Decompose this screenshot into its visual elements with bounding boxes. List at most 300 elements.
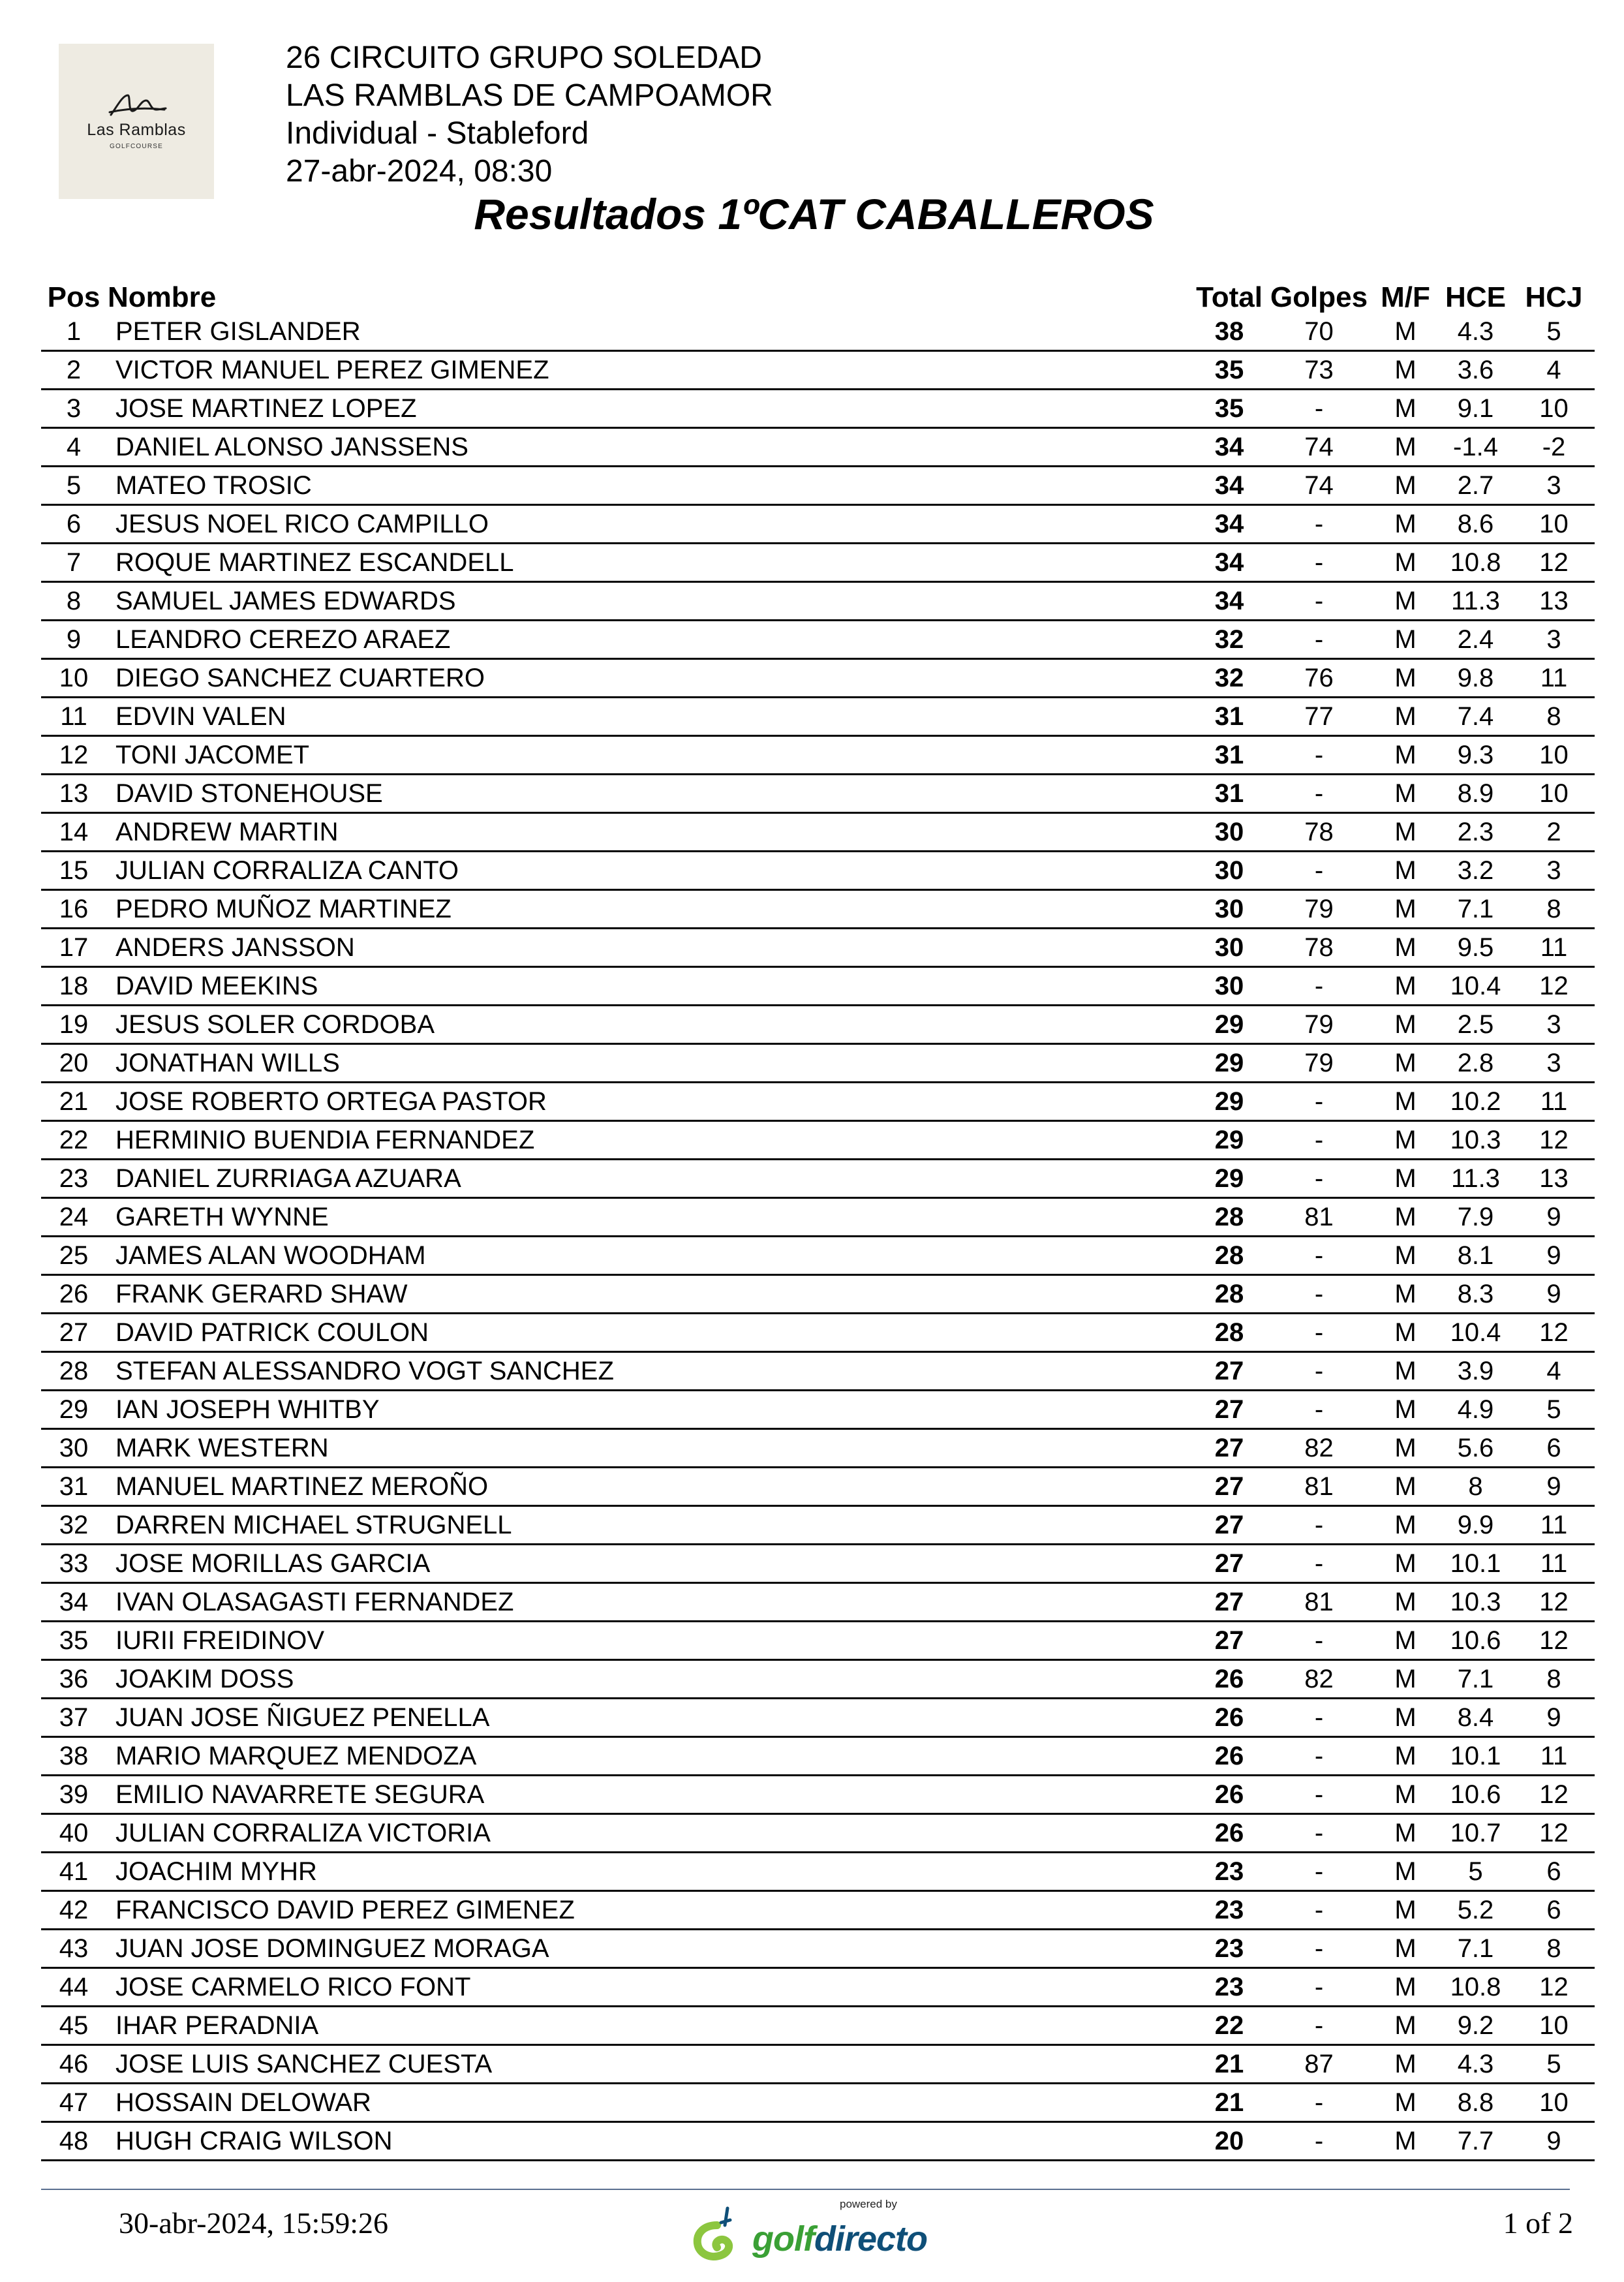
cell-total: 23 bbox=[1193, 1853, 1265, 1891]
cell-pos: 20 bbox=[41, 1044, 106, 1083]
cell-pos: 46 bbox=[41, 2045, 106, 2084]
cell-total: 27 bbox=[1193, 1468, 1265, 1506]
cell-hcj: 9 bbox=[1513, 1468, 1595, 1506]
cell-name: LEANDRO CEREZO ARAEZ bbox=[106, 621, 1193, 659]
cell-hce: -1.4 bbox=[1438, 428, 1513, 467]
page-title-text: Resultados 1ºCAT CABALLEROS bbox=[474, 190, 1154, 238]
cell-mf: M bbox=[1373, 621, 1438, 659]
cell-total: 22 bbox=[1193, 2007, 1265, 2045]
golfdirecto-wordmark bbox=[752, 2219, 927, 2259]
cell-pos: 11 bbox=[41, 698, 106, 736]
cell-mf: M bbox=[1373, 2007, 1438, 2045]
cell-total: 32 bbox=[1193, 621, 1265, 659]
cell-pos: 48 bbox=[41, 2122, 106, 2161]
cell-hcj: 10 bbox=[1513, 775, 1595, 813]
cell-hce: 7.9 bbox=[1438, 1198, 1513, 1237]
cell-total: 35 bbox=[1193, 390, 1265, 428]
cell-pos: 30 bbox=[41, 1429, 106, 1468]
cell-golpes: - bbox=[1265, 1622, 1373, 1660]
cell-pos: 47 bbox=[41, 2084, 106, 2122]
cell-mf: M bbox=[1373, 1776, 1438, 1814]
cell-hcj: 5 bbox=[1513, 1391, 1595, 1429]
cell-hcj: 11 bbox=[1513, 1545, 1595, 1583]
table-row bbox=[41, 1083, 1595, 1121]
cell-name: VICTOR MANUEL PEREZ GIMENEZ bbox=[106, 351, 1193, 390]
table-row bbox=[41, 659, 1595, 698]
cell-mf: M bbox=[1373, 813, 1438, 852]
cell-mf: M bbox=[1373, 428, 1438, 467]
cell-golpes: - bbox=[1265, 852, 1373, 890]
cell-golpes: 76 bbox=[1265, 659, 1373, 698]
cell-mf: M bbox=[1373, 1737, 1438, 1776]
cell-pos: 4 bbox=[41, 428, 106, 467]
cell-name: MARIO MARQUEZ MENDOZA bbox=[106, 1737, 1193, 1776]
cell-name: JOSE ROBERTO ORTEGA PASTOR bbox=[106, 1083, 1193, 1121]
table-row bbox=[41, 467, 1595, 505]
cell-name: JESUS NOEL RICO CAMPILLO bbox=[106, 505, 1193, 544]
cell-golpes: - bbox=[1265, 390, 1373, 428]
cell-pos: 12 bbox=[41, 736, 106, 775]
cell-mf: M bbox=[1373, 1468, 1438, 1506]
cell-hcj: 6 bbox=[1513, 1429, 1595, 1468]
cell-pos: 37 bbox=[41, 1699, 106, 1737]
table-row bbox=[41, 351, 1595, 390]
cell-hce: 9.3 bbox=[1438, 736, 1513, 775]
cell-hce: 10.4 bbox=[1438, 967, 1513, 1006]
cell-pos: 36 bbox=[41, 1660, 106, 1699]
cell-mf: M bbox=[1373, 1545, 1438, 1583]
cell-hce: 8.9 bbox=[1438, 775, 1513, 813]
cell-hcj: 11 bbox=[1513, 1506, 1595, 1545]
cell-pos: 34 bbox=[41, 1583, 106, 1622]
cell-name: JOSE CARMELO RICO FONT bbox=[106, 1968, 1193, 2007]
cell-total: 27 bbox=[1193, 1429, 1265, 1468]
cell-hcj: 8 bbox=[1513, 698, 1595, 736]
cell-hcj: 2 bbox=[1513, 813, 1595, 852]
cell-pos: 15 bbox=[41, 852, 106, 890]
cell-pos: 21 bbox=[41, 1083, 106, 1121]
cell-golpes: - bbox=[1265, 2122, 1373, 2161]
cell-total: 34 bbox=[1193, 582, 1265, 621]
cell-hcj: 5 bbox=[1513, 313, 1595, 351]
cell-hce: 10.1 bbox=[1438, 1545, 1513, 1583]
golfdirecto-wordmark-golf: golf bbox=[752, 2219, 814, 2259]
cell-golpes: 79 bbox=[1265, 1006, 1373, 1044]
cell-total: 27 bbox=[1193, 1583, 1265, 1622]
header-total: Total bbox=[1196, 281, 1263, 313]
cell-mf: M bbox=[1373, 1429, 1438, 1468]
cell-mf: M bbox=[1373, 659, 1438, 698]
cell-golpes: 79 bbox=[1265, 890, 1373, 929]
header-pos: Pos bbox=[47, 281, 100, 313]
cell-pos: 43 bbox=[41, 1930, 106, 1968]
cell-name: ROQUE MARTINEZ ESCANDELL bbox=[106, 544, 1193, 582]
cell-pos: 22 bbox=[41, 1121, 106, 1160]
results-body bbox=[41, 313, 1595, 2161]
cell-hce: 4.3 bbox=[1438, 2045, 1513, 2084]
cell-hcj: 12 bbox=[1513, 544, 1595, 582]
cell-name: DAVID MEEKINS bbox=[106, 967, 1193, 1006]
cell-total: 38 bbox=[1193, 313, 1265, 351]
cell-total: 26 bbox=[1193, 1737, 1265, 1776]
cell-mf: M bbox=[1373, 505, 1438, 544]
table-row bbox=[41, 428, 1595, 467]
table-row bbox=[41, 1391, 1595, 1429]
cell-name: JOSE MARTINEZ LOPEZ bbox=[106, 390, 1193, 428]
cell-hce: 2.5 bbox=[1438, 1006, 1513, 1044]
table-row bbox=[41, 544, 1595, 582]
cell-pos: 29 bbox=[41, 1391, 106, 1429]
cell-total: 29 bbox=[1193, 1006, 1265, 1044]
cell-hcj: 6 bbox=[1513, 1891, 1595, 1930]
cell-total: 26 bbox=[1193, 1660, 1265, 1699]
cell-total: 28 bbox=[1193, 1198, 1265, 1237]
cell-name: TONI JACOMET bbox=[106, 736, 1193, 775]
cell-golpes: 82 bbox=[1265, 1660, 1373, 1699]
cell-hce: 7.1 bbox=[1438, 890, 1513, 929]
cell-hce: 2.3 bbox=[1438, 813, 1513, 852]
cell-hce: 9.9 bbox=[1438, 1506, 1513, 1545]
cell-pos: 10 bbox=[41, 659, 106, 698]
cell-name: JUAN JOSE DOMINGUEZ MORAGA bbox=[106, 1930, 1193, 1968]
cell-hce: 10.1 bbox=[1438, 1737, 1513, 1776]
cell-pos: 33 bbox=[41, 1545, 106, 1583]
cell-hcj: 11 bbox=[1513, 1083, 1595, 1121]
cell-hcj: 11 bbox=[1513, 659, 1595, 698]
cell-hcj: 12 bbox=[1513, 1121, 1595, 1160]
cell-hcj: 5 bbox=[1513, 2045, 1595, 2084]
cell-hcj: 10 bbox=[1513, 390, 1595, 428]
cell-total: 31 bbox=[1193, 736, 1265, 775]
cell-hce: 8 bbox=[1438, 1468, 1513, 1506]
cell-name: FRANCISCO DAVID PEREZ GIMENEZ bbox=[106, 1891, 1193, 1930]
cell-hce: 10.6 bbox=[1438, 1776, 1513, 1814]
cell-pos: 6 bbox=[41, 505, 106, 544]
cell-pos: 44 bbox=[41, 1968, 106, 2007]
cell-hce: 9.5 bbox=[1438, 929, 1513, 967]
cell-hcj: 3 bbox=[1513, 852, 1595, 890]
table-row bbox=[41, 1314, 1595, 1352]
table-row bbox=[41, 736, 1595, 775]
powered-by-label: powered by bbox=[840, 2198, 897, 2210]
cell-pos: 9 bbox=[41, 621, 106, 659]
cell-total: 34 bbox=[1193, 428, 1265, 467]
cell-total: 31 bbox=[1193, 698, 1265, 736]
cell-mf: M bbox=[1373, 1198, 1438, 1237]
cell-total: 30 bbox=[1193, 967, 1265, 1006]
cell-name: HERMINIO BUENDIA FERNANDEZ bbox=[106, 1121, 1193, 1160]
header-hce: HCE bbox=[1445, 281, 1506, 313]
cell-mf: M bbox=[1373, 1044, 1438, 1083]
ramblas-wave-icon bbox=[108, 93, 167, 116]
cell-mf: M bbox=[1373, 390, 1438, 428]
cell-pos: 8 bbox=[41, 582, 106, 621]
page-number: 1 of 2 bbox=[1503, 2206, 1573, 2240]
cell-mf: M bbox=[1373, 1237, 1438, 1275]
table-row bbox=[41, 390, 1595, 428]
cell-mf: M bbox=[1373, 775, 1438, 813]
cell-mf: M bbox=[1373, 1853, 1438, 1891]
cell-name: ANDREW MARTIN bbox=[106, 813, 1193, 852]
table-row bbox=[41, 1737, 1595, 1776]
cell-hce: 9.2 bbox=[1438, 2007, 1513, 2045]
cell-name: JULIAN CORRALIZA CANTO bbox=[106, 852, 1193, 890]
cell-golpes: 77 bbox=[1265, 698, 1373, 736]
cell-hcj: 8 bbox=[1513, 1930, 1595, 1968]
cell-total: 27 bbox=[1193, 1352, 1265, 1391]
cell-total: 21 bbox=[1193, 2084, 1265, 2122]
cell-hce: 7.1 bbox=[1438, 1930, 1513, 1968]
cell-name: JESUS SOLER CORDOBA bbox=[106, 1006, 1193, 1044]
cell-golpes: - bbox=[1265, 544, 1373, 582]
page-title bbox=[0, 189, 1624, 239]
cell-pos: 3 bbox=[41, 390, 106, 428]
table-row bbox=[41, 2084, 1595, 2122]
event-datetime: 27-abr-2024, 08:30 bbox=[286, 154, 553, 189]
table-row bbox=[41, 1468, 1595, 1506]
cell-mf: M bbox=[1373, 1891, 1438, 1930]
cell-hce: 8.8 bbox=[1438, 2084, 1513, 2122]
cell-pos: 35 bbox=[41, 1622, 106, 1660]
cell-hcj: 9 bbox=[1513, 1198, 1595, 1237]
cell-hce: 10.8 bbox=[1438, 544, 1513, 582]
cell-total: 26 bbox=[1193, 1776, 1265, 1814]
table-row bbox=[41, 582, 1595, 621]
table-row bbox=[41, 775, 1595, 813]
cell-hce: 7.4 bbox=[1438, 698, 1513, 736]
cell-golpes: 82 bbox=[1265, 1429, 1373, 1468]
cell-name: DAVID PATRICK COULON bbox=[106, 1314, 1193, 1352]
cell-name: JOSE MORILLAS GARCIA bbox=[106, 1545, 1193, 1583]
cell-total: 26 bbox=[1193, 1699, 1265, 1737]
cell-golpes: - bbox=[1265, 1160, 1373, 1198]
cell-hce: 10.4 bbox=[1438, 1314, 1513, 1352]
cell-hcj: 9 bbox=[1513, 1237, 1595, 1275]
cell-name: IURII FREIDINOV bbox=[106, 1622, 1193, 1660]
table-row bbox=[41, 1275, 1595, 1314]
cell-hcj: 9 bbox=[1513, 2122, 1595, 2161]
cell-mf: M bbox=[1373, 929, 1438, 967]
cell-mf: M bbox=[1373, 582, 1438, 621]
cell-total: 34 bbox=[1193, 505, 1265, 544]
cell-pos: 2 bbox=[41, 351, 106, 390]
cell-mf: M bbox=[1373, 1660, 1438, 1699]
cell-golpes: - bbox=[1265, 505, 1373, 544]
cell-hcj: 10 bbox=[1513, 736, 1595, 775]
cell-hce: 10.8 bbox=[1438, 1968, 1513, 2007]
cell-hce: 3.2 bbox=[1438, 852, 1513, 890]
cell-mf: M bbox=[1373, 1006, 1438, 1044]
table-row bbox=[41, 1198, 1595, 1237]
cell-hce: 3.9 bbox=[1438, 1352, 1513, 1391]
cell-hce: 8.4 bbox=[1438, 1699, 1513, 1737]
cell-mf: M bbox=[1373, 1968, 1438, 2007]
cell-total: 26 bbox=[1193, 1814, 1265, 1853]
cell-golpes: 79 bbox=[1265, 1044, 1373, 1083]
cell-hcj: 3 bbox=[1513, 621, 1595, 659]
table-row bbox=[41, 1930, 1595, 1968]
cell-name: EMILIO NAVARRETE SEGURA bbox=[106, 1776, 1193, 1814]
table-row bbox=[41, 1545, 1595, 1583]
cell-pos: 41 bbox=[41, 1853, 106, 1891]
cell-total: 27 bbox=[1193, 1545, 1265, 1583]
cell-hcj: 10 bbox=[1513, 2007, 1595, 2045]
cell-golpes: - bbox=[1265, 1314, 1373, 1352]
cell-hcj: 13 bbox=[1513, 582, 1595, 621]
cell-golpes: - bbox=[1265, 1814, 1373, 1853]
golfdirecto-wordmark-directo: directo bbox=[814, 2219, 928, 2259]
cell-mf: M bbox=[1373, 736, 1438, 775]
table-row bbox=[41, 1583, 1595, 1622]
cell-golpes: - bbox=[1265, 1853, 1373, 1891]
cell-golpes: - bbox=[1265, 1776, 1373, 1814]
table-row bbox=[41, 313, 1595, 351]
cell-hcj: 13 bbox=[1513, 1160, 1595, 1198]
cell-pos: 42 bbox=[41, 1891, 106, 1930]
event-info bbox=[286, 39, 773, 191]
cell-mf: M bbox=[1373, 1275, 1438, 1314]
cell-pos: 25 bbox=[41, 1237, 106, 1275]
cell-pos: 7 bbox=[41, 544, 106, 582]
cell-mf: M bbox=[1373, 1121, 1438, 1160]
cell-total: 30 bbox=[1193, 813, 1265, 852]
table-row bbox=[41, 1006, 1595, 1044]
table-row bbox=[41, 1506, 1595, 1545]
cell-name: MARK WESTERN bbox=[106, 1429, 1193, 1468]
club-logo-subtitle: GOLFCOURSE bbox=[109, 143, 163, 150]
table-row bbox=[41, 2007, 1595, 2045]
cell-mf: M bbox=[1373, 1391, 1438, 1429]
cell-pos: 38 bbox=[41, 1737, 106, 1776]
cell-hce: 10.6 bbox=[1438, 1622, 1513, 1660]
cell-golpes: - bbox=[1265, 2007, 1373, 2045]
cell-golpes: - bbox=[1265, 621, 1373, 659]
table-row bbox=[41, 929, 1595, 967]
club-logo-name: Las Ramblas bbox=[87, 121, 186, 139]
cell-name: JOAKIM DOSS bbox=[106, 1660, 1193, 1699]
cell-hcj: -2 bbox=[1513, 428, 1595, 467]
cell-hce: 9.1 bbox=[1438, 390, 1513, 428]
cell-hcj: 12 bbox=[1513, 1314, 1595, 1352]
table-row bbox=[41, 1699, 1595, 1737]
cell-name: MATEO TROSIC bbox=[106, 467, 1193, 505]
cell-pos: 1 bbox=[41, 313, 106, 351]
cell-pos: 17 bbox=[41, 929, 106, 967]
golfdirecto-logo bbox=[688, 2193, 928, 2264]
cell-hcj: 3 bbox=[1513, 1006, 1595, 1044]
cell-name: SAMUEL JAMES EDWARDS bbox=[106, 582, 1193, 621]
table-row bbox=[41, 1121, 1595, 1160]
cell-mf: M bbox=[1373, 467, 1438, 505]
cell-pos: 24 bbox=[41, 1198, 106, 1237]
cell-pos: 18 bbox=[41, 967, 106, 1006]
cell-hcj: 11 bbox=[1513, 1737, 1595, 1776]
cell-hce: 11.3 bbox=[1438, 1160, 1513, 1198]
footer-divider bbox=[41, 2189, 1570, 2190]
cell-hcj: 3 bbox=[1513, 1044, 1595, 1083]
cell-pos: 40 bbox=[41, 1814, 106, 1853]
cell-hcj: 10 bbox=[1513, 505, 1595, 544]
cell-mf: M bbox=[1373, 1814, 1438, 1853]
cell-hce: 7.7 bbox=[1438, 2122, 1513, 2161]
cell-hcj: 12 bbox=[1513, 1968, 1595, 2007]
cell-golpes: - bbox=[1265, 1930, 1373, 1968]
table-row bbox=[41, 813, 1595, 852]
cell-hce: 10.3 bbox=[1438, 1583, 1513, 1622]
cell-name: GARETH WYNNE bbox=[106, 1198, 1193, 1237]
cell-hcj: 9 bbox=[1513, 1275, 1595, 1314]
cell-name: MANUEL MARTINEZ MEROÑO bbox=[106, 1468, 1193, 1506]
table-row bbox=[41, 1237, 1595, 1275]
cell-hce: 2.4 bbox=[1438, 621, 1513, 659]
table-row bbox=[41, 1160, 1595, 1198]
cell-pos: 13 bbox=[41, 775, 106, 813]
cell-hcj: 6 bbox=[1513, 1853, 1595, 1891]
cell-hcj: 3 bbox=[1513, 467, 1595, 505]
results-table bbox=[41, 273, 1595, 2161]
cell-mf: M bbox=[1373, 1622, 1438, 1660]
cell-hcj: 8 bbox=[1513, 890, 1595, 929]
table-row bbox=[41, 890, 1595, 929]
cell-total: 29 bbox=[1193, 1044, 1265, 1083]
table-row bbox=[41, 1044, 1595, 1083]
cell-mf: M bbox=[1373, 544, 1438, 582]
cell-mf: M bbox=[1373, 1160, 1438, 1198]
cell-mf: M bbox=[1373, 351, 1438, 390]
cell-total: 29 bbox=[1193, 1083, 1265, 1121]
cell-pos: 19 bbox=[41, 1006, 106, 1044]
cell-pos: 26 bbox=[41, 1275, 106, 1314]
cell-hce: 8.6 bbox=[1438, 505, 1513, 544]
cell-name: IAN JOSEPH WHITBY bbox=[106, 1391, 1193, 1429]
cell-golpes: 78 bbox=[1265, 929, 1373, 967]
cell-mf: M bbox=[1373, 1352, 1438, 1391]
header-mf: M/F bbox=[1381, 281, 1430, 313]
cell-pos: 16 bbox=[41, 890, 106, 929]
cell-golpes: - bbox=[1265, 967, 1373, 1006]
cell-mf: M bbox=[1373, 2084, 1438, 2122]
cell-golpes: - bbox=[1265, 2084, 1373, 2122]
cell-golpes: 74 bbox=[1265, 428, 1373, 467]
cell-hce: 3.6 bbox=[1438, 351, 1513, 390]
cell-name: IHAR PERADNIA bbox=[106, 2007, 1193, 2045]
cell-total: 23 bbox=[1193, 1891, 1265, 1930]
cell-pos: 5 bbox=[41, 467, 106, 505]
cell-pos: 45 bbox=[41, 2007, 106, 2045]
cell-mf: M bbox=[1373, 2045, 1438, 2084]
cell-hcj: 12 bbox=[1513, 1583, 1595, 1622]
table-row bbox=[41, 505, 1595, 544]
cell-total: 34 bbox=[1193, 467, 1265, 505]
cell-mf: M bbox=[1373, 1583, 1438, 1622]
cell-golpes: - bbox=[1265, 736, 1373, 775]
cell-name: DIEGO SANCHEZ CUARTERO bbox=[106, 659, 1193, 698]
cell-name: HUGH CRAIG WILSON bbox=[106, 2122, 1193, 2161]
cell-mf: M bbox=[1373, 852, 1438, 890]
cell-golpes: - bbox=[1265, 1121, 1373, 1160]
cell-golpes: - bbox=[1265, 1699, 1373, 1737]
table-row bbox=[41, 1853, 1595, 1891]
cell-name: IVAN OLASAGASTI FERNANDEZ bbox=[106, 1583, 1193, 1622]
cell-hce: 10.7 bbox=[1438, 1814, 1513, 1853]
table-row bbox=[41, 967, 1595, 1006]
cell-golpes: - bbox=[1265, 1545, 1373, 1583]
cell-hce: 5 bbox=[1438, 1853, 1513, 1891]
cell-mf: M bbox=[1373, 1699, 1438, 1737]
cell-total: 27 bbox=[1193, 1622, 1265, 1660]
cell-pos: 31 bbox=[41, 1468, 106, 1506]
cell-golpes: 81 bbox=[1265, 1468, 1373, 1506]
